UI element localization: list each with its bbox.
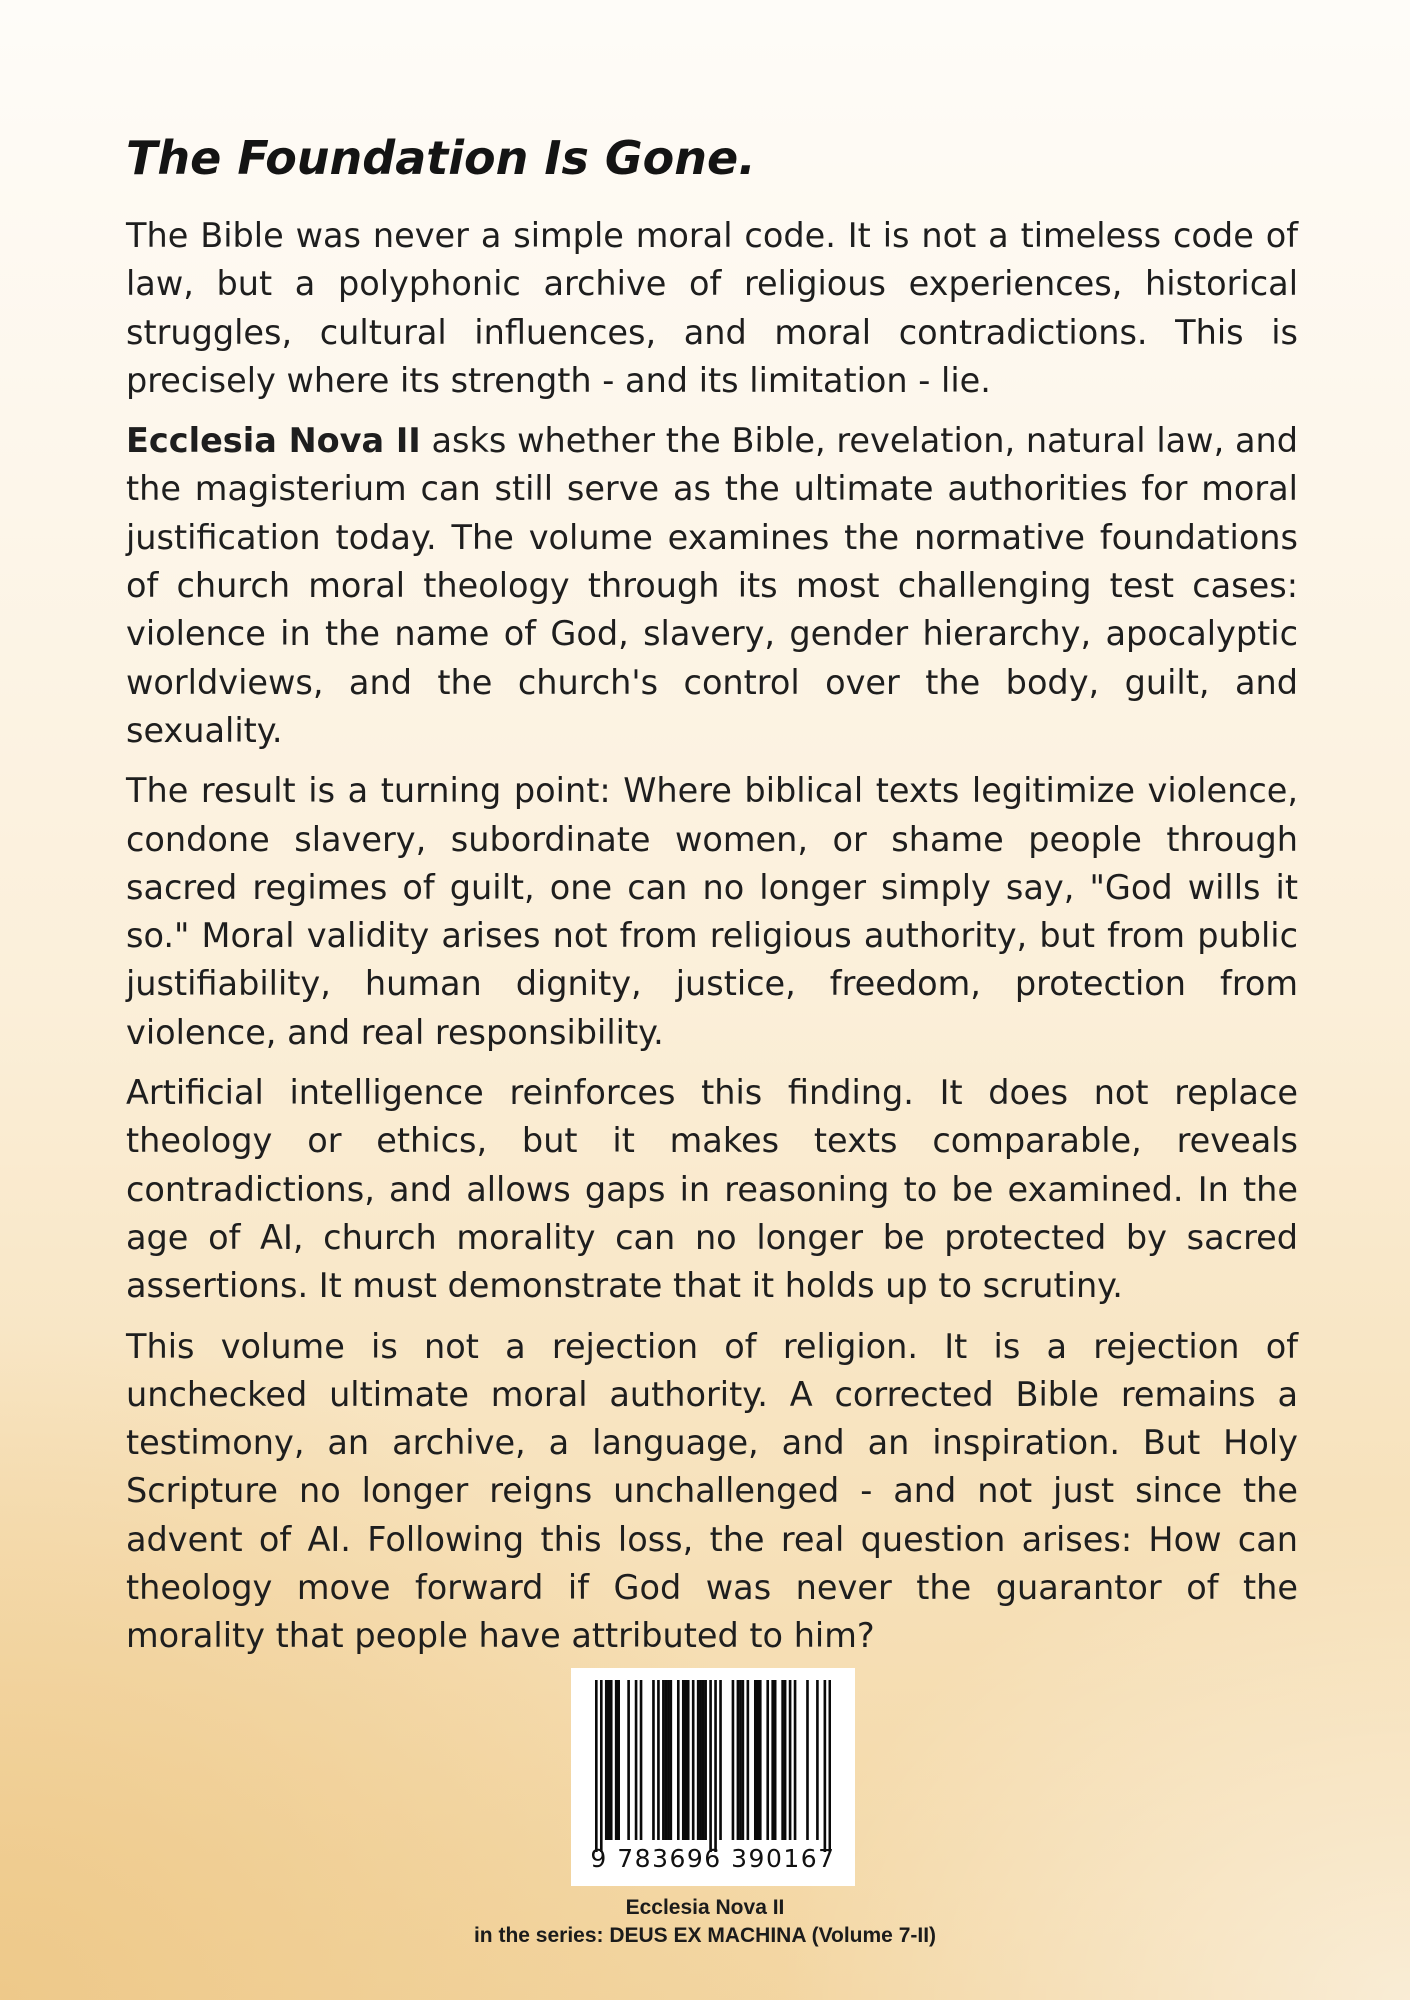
barcode-bar [759, 1680, 762, 1840]
barcode-bar [774, 1680, 777, 1840]
barcode-bar [704, 1680, 707, 1840]
barcode-bar [732, 1680, 735, 1840]
barcode-bar [739, 1680, 742, 1840]
paragraph-5 [126, 1323, 1298, 1661]
barcode-bar [756, 1680, 759, 1840]
barcode-bar [640, 1680, 643, 1840]
barcode-bar [781, 1680, 784, 1840]
barcode-bar [652, 1680, 655, 1840]
barcode-bar [617, 1680, 620, 1840]
paragraph-2-text: asks whether the Bible, revelation, natural law, and the magisterium can still serve as the ultimate authorities for moral justification today. The volume examines the normative foundations of church moral theology through its most challenging test cases: violence in the name of God, slavery, gender hierarchy, apocalyptic worldviews, and the church's control over the body, guilt, and sexuality. [126, 421, 1298, 750]
barcode-bars [595, 1680, 831, 1852]
barcode-bar [784, 1680, 787, 1840]
paragraph-4-text: Artificial intelligence reinforces this finding. It does not replace theology or ethics, but it makes texts comparable, reveals contradictions, and allows gaps in reasoning to be examined. In the age of AI, church morality can no longer be protected by sacred assertions. It must demonstrate that it holds up to scrutiny. [126, 1073, 1298, 1306]
barcode-bar [754, 1680, 757, 1840]
barcode-bar [709, 1680, 712, 1852]
barcode-bar [635, 1680, 638, 1840]
barcode-bar [682, 1680, 685, 1840]
paragraph-1-text: The Bible was never a simple moral code. It is not a timeless code of law, but a polyphonic archive of religious experiences, historical struggles, cultural influences, and moral contradictions. This is precisely where its strength - and its limitation - lie. [126, 216, 1298, 400]
barcode-bar [794, 1680, 797, 1840]
barcode-bar [697, 1680, 700, 1840]
barcode-bar [687, 1680, 690, 1840]
barcode-bar [714, 1680, 717, 1852]
barcode-bar [595, 1680, 598, 1852]
page-title: The Foundation Is Gone. [126, 131, 756, 185]
barcode-bar [747, 1680, 750, 1840]
series-info [0, 1894, 1410, 1950]
barcode-bar [789, 1680, 792, 1840]
paragraph-2-lead: Ecclesia Nova II [126, 421, 421, 461]
barcode-bar [607, 1680, 610, 1840]
barcode-bar [600, 1680, 603, 1852]
paragraph-3 [126, 767, 1298, 1057]
barcode-bar [670, 1680, 673, 1840]
paragraph-4 [126, 1069, 1298, 1310]
barcode-bar [610, 1680, 613, 1840]
barcode-bar [742, 1680, 745, 1840]
isbn-barcode [571, 1668, 855, 1886]
barcode-bar [806, 1680, 809, 1840]
barcode-bar [677, 1680, 680, 1840]
paragraph-2 [126, 417, 1298, 755]
barcode-bar [766, 1680, 769, 1840]
barcode-bar [665, 1680, 668, 1840]
barcode-bar [605, 1680, 608, 1840]
isbn-digits: 9 783696 390167 [590, 1844, 836, 1873]
barcode-bar [816, 1680, 819, 1840]
barcode-bar [824, 1680, 827, 1852]
barcode-bar [771, 1680, 774, 1840]
barcode-bar [829, 1680, 831, 1852]
series-book-title: Ecclesia Nova II [625, 1896, 785, 1919]
barcode-bar [667, 1680, 670, 1840]
paragraph-5-text: This volume is not a rejection of religion. It is a rejection of unchecked ultimate moral authority. A corrected Bible remains a testimony, an archive, a language, and an inspiration. But Holy Scripture no longer reigns unchallenged - and not just since the advent of AI. Following this loss, the real question arises: How can theology move forward if God was never the guarantor of the morality that people have attributed to him? [126, 1326, 1298, 1656]
barcode-bar [662, 1680, 665, 1840]
barcode-bar [692, 1680, 695, 1840]
blurb-body [126, 212, 1298, 1673]
barcode-bar [702, 1680, 705, 1840]
paragraph-1 [126, 212, 1298, 405]
barcode-bar [615, 1680, 618, 1840]
barcode-bar [737, 1680, 740, 1840]
barcode-bar [719, 1680, 722, 1840]
series-line: in the series: DEUS EX MACHINA (Volume 7-II) [473, 1924, 937, 1947]
barcode-bar [657, 1680, 660, 1840]
paragraph-3-text: The result is a turning point: Where biblical texts legitimize violence, condone slavery, subordinate women, or shame people through sacred regimes of guilt, one can no longer simply say, "God wills it so." Moral validity arises not from religious authority, but from public justifiability, human dignity, justice, freedom, protection from violence, and real responsibility. [126, 771, 1298, 1052]
barcode-bar [699, 1680, 702, 1840]
barcode-bar [684, 1680, 687, 1840]
barcode-bar [627, 1680, 630, 1840]
